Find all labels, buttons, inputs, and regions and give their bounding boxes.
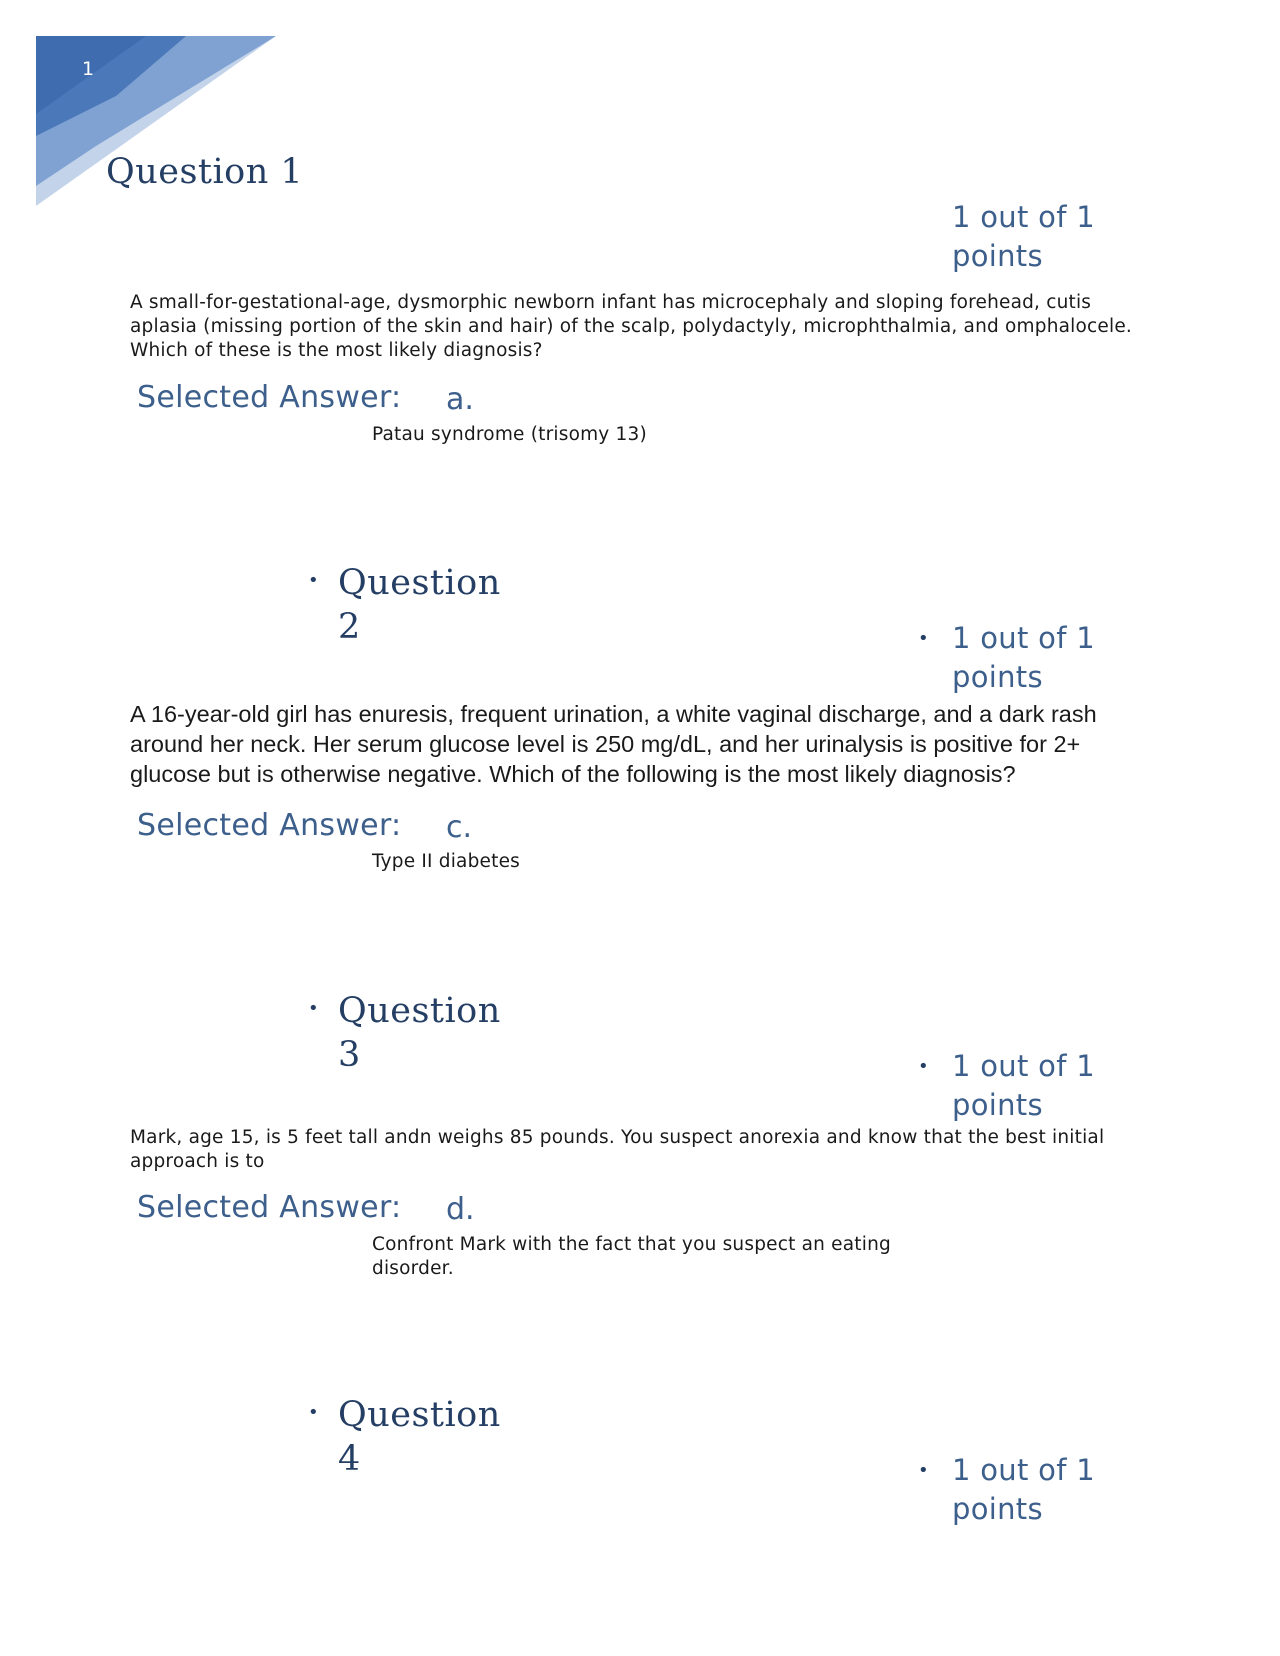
question-4-title-number: 4 <box>338 1439 361 1479</box>
question-2-title-number: 2 <box>338 607 361 647</box>
question-3-text: Mark, age 15, is 5 feet tall andn weighs 85 pounds. You suspect anorexia and know that the best initial approach is to <box>130 1127 1105 1172</box>
question-1-points: 1 out of 1 points <box>952 200 1096 273</box>
question-2-selected-answer-label: Selected Answer: <box>137 808 402 843</box>
bullet-icon: • <box>918 628 929 649</box>
bullet-icon: • <box>308 570 319 591</box>
question-3-points: 1 out of 1 points <box>952 1049 1096 1122</box>
question-2-answer-text: Type II diabetes <box>372 851 520 872</box>
bullet-icon: • <box>308 998 319 1019</box>
question-1-answer-letter: a. <box>446 382 474 417</box>
question-3-answer-letter: d. <box>446 1192 475 1227</box>
question-3-title-word: Question <box>338 991 501 1031</box>
question-2-answer-letter: c. <box>446 810 473 845</box>
bullet-icon: • <box>918 1056 929 1077</box>
question-1-title: Question 1 <box>106 152 304 192</box>
question-2-points: 1 out of 1 points <box>952 621 1096 694</box>
question-4-title-word: Question <box>338 1395 501 1435</box>
question-4-title <box>338 1393 501 1481</box>
question-2-text: A 16-year-old girl has enuresis, frequent urination, a white vaginal discharge, and a dark rash around her neck. Her serum glucose level is 250 mg/dL, and her urinalysis is positive for 2+ glucose but is otherwise negative. Which of the following is the most likely diagnosis? <box>130 701 1097 787</box>
question-3-selected-answer-label: Selected Answer: <box>137 1190 402 1225</box>
question-1-answer-text: Patau syndrome (trisomy 13) <box>372 424 647 445</box>
bullet-icon: • <box>918 1460 929 1481</box>
question-3-title-number: 3 <box>338 1035 361 1075</box>
question-4-points: 1 out of 1 points <box>952 1453 1096 1526</box>
question-3-answer-text: Confront Mark with the fact that you suspect an eating disorder. <box>372 1234 891 1279</box>
question-1-selected-answer-label: Selected Answer: <box>137 380 402 415</box>
page-number: 1 <box>82 58 95 80</box>
bullet-icon: • <box>308 1402 319 1423</box>
question-2-title <box>338 561 501 649</box>
question-3-title <box>338 989 501 1077</box>
question-2-title-word: Question <box>338 563 501 603</box>
question-1-text: A small-for-gestational-age, dysmorphic newborn infant has microcephaly and sloping forehead, cutis aplasia (missing portion of the skin and hair) of the scalp, polydactyly, microphthalmia, and omphalocele. Which of these is the most likely diagnosis? <box>130 292 1132 361</box>
